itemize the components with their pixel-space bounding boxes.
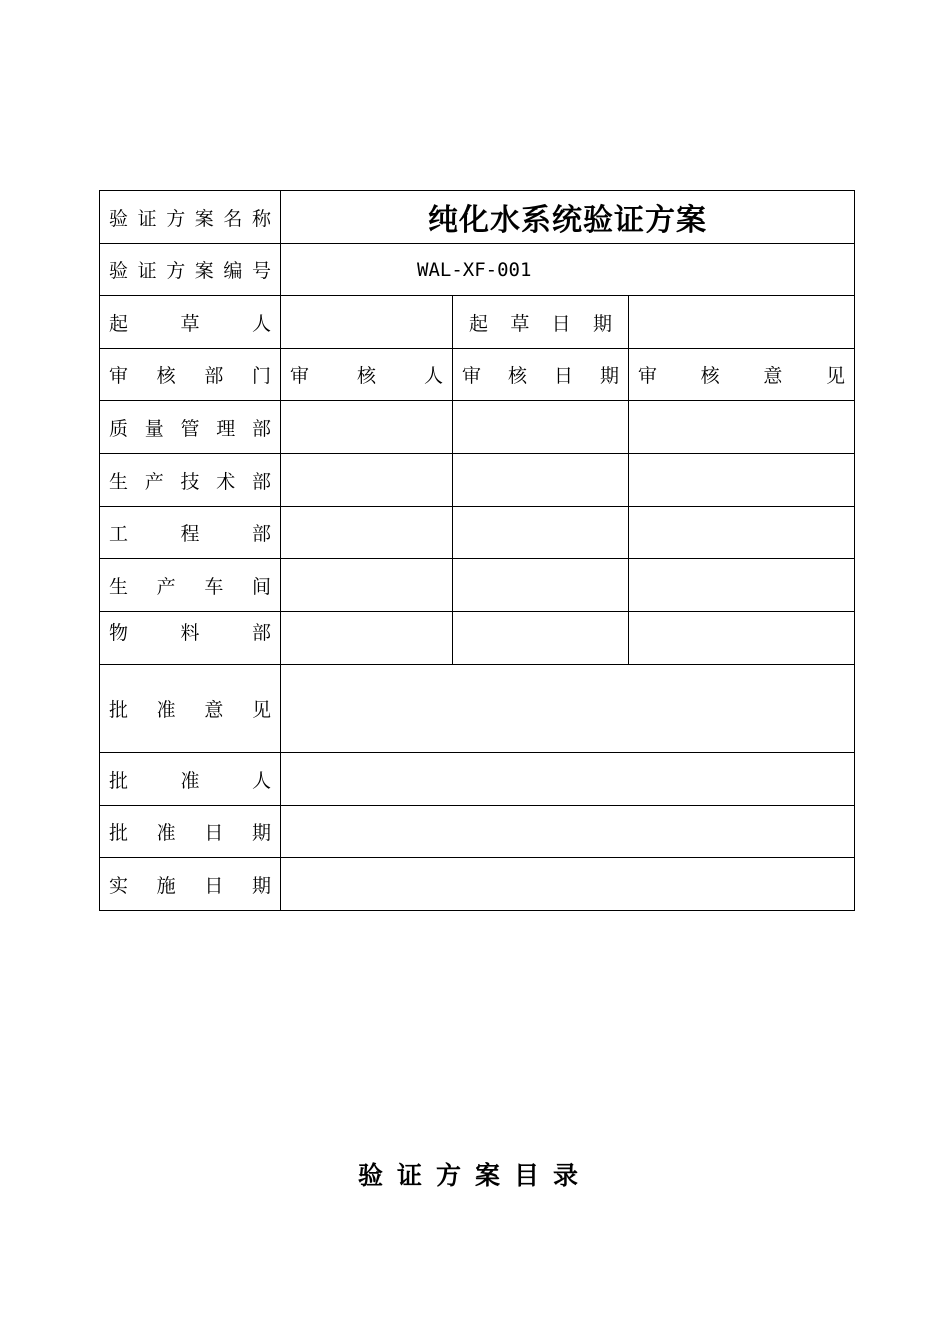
review-opinion-field[interactable] <box>629 559 855 612</box>
form-row-code <box>100 244 855 296</box>
review-date-field[interactable] <box>453 454 629 507</box>
protocol-code-label: 验证方案编号 <box>100 244 281 296</box>
review-date-header: 审核日期 <box>453 349 629 401</box>
form-row-review-header <box>100 349 855 401</box>
table-row <box>100 612 855 665</box>
form-row-draft <box>100 296 855 349</box>
reviewer-field[interactable] <box>281 401 453 454</box>
drafter-field[interactable] <box>281 296 453 349</box>
draft-date-field[interactable] <box>629 296 855 349</box>
reviewer-field[interactable] <box>281 559 453 612</box>
approver-field[interactable] <box>281 753 855 806</box>
table-row <box>100 401 855 454</box>
reviewer-header: 审核人 <box>281 349 453 401</box>
form-row-approval-opinion <box>100 665 855 753</box>
department-label: 生产车间 <box>100 559 281 612</box>
approval-opinion-label: 批准意见 <box>100 665 281 753</box>
protocol-name-label: 验证方案名称 <box>100 191 281 244</box>
draft-date-label: 起草日期 <box>453 296 629 349</box>
table-row <box>100 454 855 507</box>
form-row-name <box>100 191 855 244</box>
form-row-approver <box>100 753 855 806</box>
protocol-code-value: WAL-XF-001 <box>281 244 855 296</box>
approval-date-field[interactable] <box>281 806 855 858</box>
review-opinion-field[interactable] <box>629 507 855 559</box>
form-row-implementation-date <box>100 858 855 911</box>
review-opinion-field[interactable] <box>629 401 855 454</box>
review-date-field[interactable] <box>453 401 629 454</box>
review-date-field[interactable] <box>453 559 629 612</box>
validation-approval-form <box>99 190 855 911</box>
approver-label: 批准人 <box>100 753 281 806</box>
protocol-name-value: 纯化水系统验证方案 <box>281 191 855 244</box>
department-label: 物料部 <box>100 612 281 665</box>
review-date-field[interactable] <box>453 507 629 559</box>
review-dept-header: 审核部门 <box>100 349 281 401</box>
contents-title: 验证方案目录 <box>357 1161 592 1190</box>
reviewer-field[interactable] <box>281 612 453 665</box>
review-opinion-field[interactable] <box>629 454 855 507</box>
review-date-field[interactable] <box>453 612 629 665</box>
department-label: 工程部 <box>100 507 281 559</box>
implementation-date-label: 实施日期 <box>100 858 281 911</box>
implementation-date-field[interactable] <box>281 858 855 911</box>
table-row <box>100 559 855 612</box>
review-opinion-header: 审核意见 <box>629 349 855 401</box>
drafter-label: 起草人 <box>100 296 281 349</box>
reviewer-field[interactable] <box>281 454 453 507</box>
department-label: 生产技术部 <box>100 454 281 507</box>
review-opinion-field[interactable] <box>629 612 855 665</box>
approval-date-label: 批准日期 <box>100 806 281 858</box>
reviewer-field[interactable] <box>281 507 453 559</box>
approval-opinion-field[interactable] <box>281 665 855 753</box>
table-row <box>100 507 855 559</box>
form-row-approval-date <box>100 806 855 858</box>
department-label: 质量管理部 <box>100 401 281 454</box>
